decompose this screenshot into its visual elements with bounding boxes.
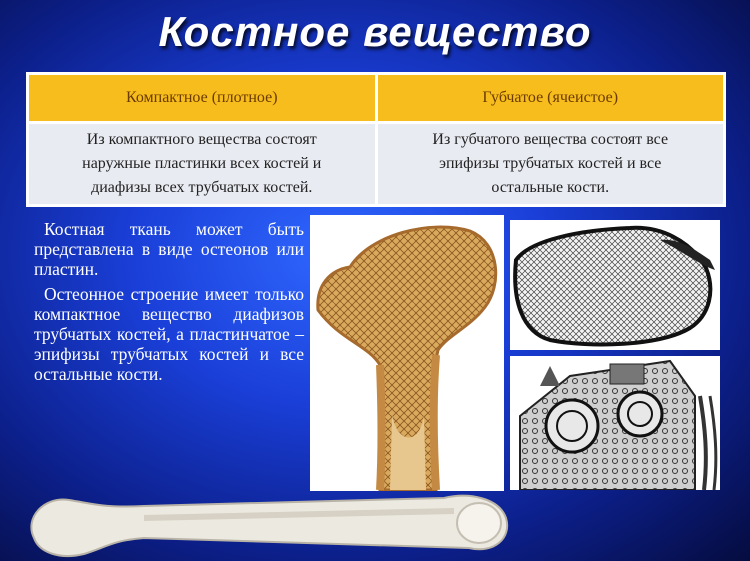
paragraph-bone-tissue: Костная ткань может быть представлена в виде остеонов или пластин. <box>34 219 304 279</box>
cell-spongy-description: Из губчатого вещества состоят все эпифизы трубчатых костей и все остальные кости. <box>376 123 725 206</box>
femur-section-image <box>310 215 504 491</box>
bone-substance-table <box>26 72 726 207</box>
long-bone-image <box>24 478 514 561</box>
cell-compact-description: Из компактного вещества состоят наружные пластинки всех костей и диафизы всех трубчатых костей. <box>28 123 377 206</box>
header-compact: Компактное (плотное) <box>28 74 377 123</box>
body-text <box>34 219 304 389</box>
slide-title: Костное вещество <box>158 8 592 55</box>
table-header-row <box>28 74 725 123</box>
paragraph-osteon-structure: Остеонное строение имеет только компактное вещество диафизов трубчатых костей, а пластинчатое – эпифизы трубчатых костей и все остальные кости. <box>34 284 304 384</box>
spongy-bone-drawing <box>510 220 720 350</box>
header-spongy: Губчатое (ячеистое) <box>376 74 725 123</box>
osteon-structure-drawing <box>510 356 720 490</box>
table-row <box>28 123 725 206</box>
